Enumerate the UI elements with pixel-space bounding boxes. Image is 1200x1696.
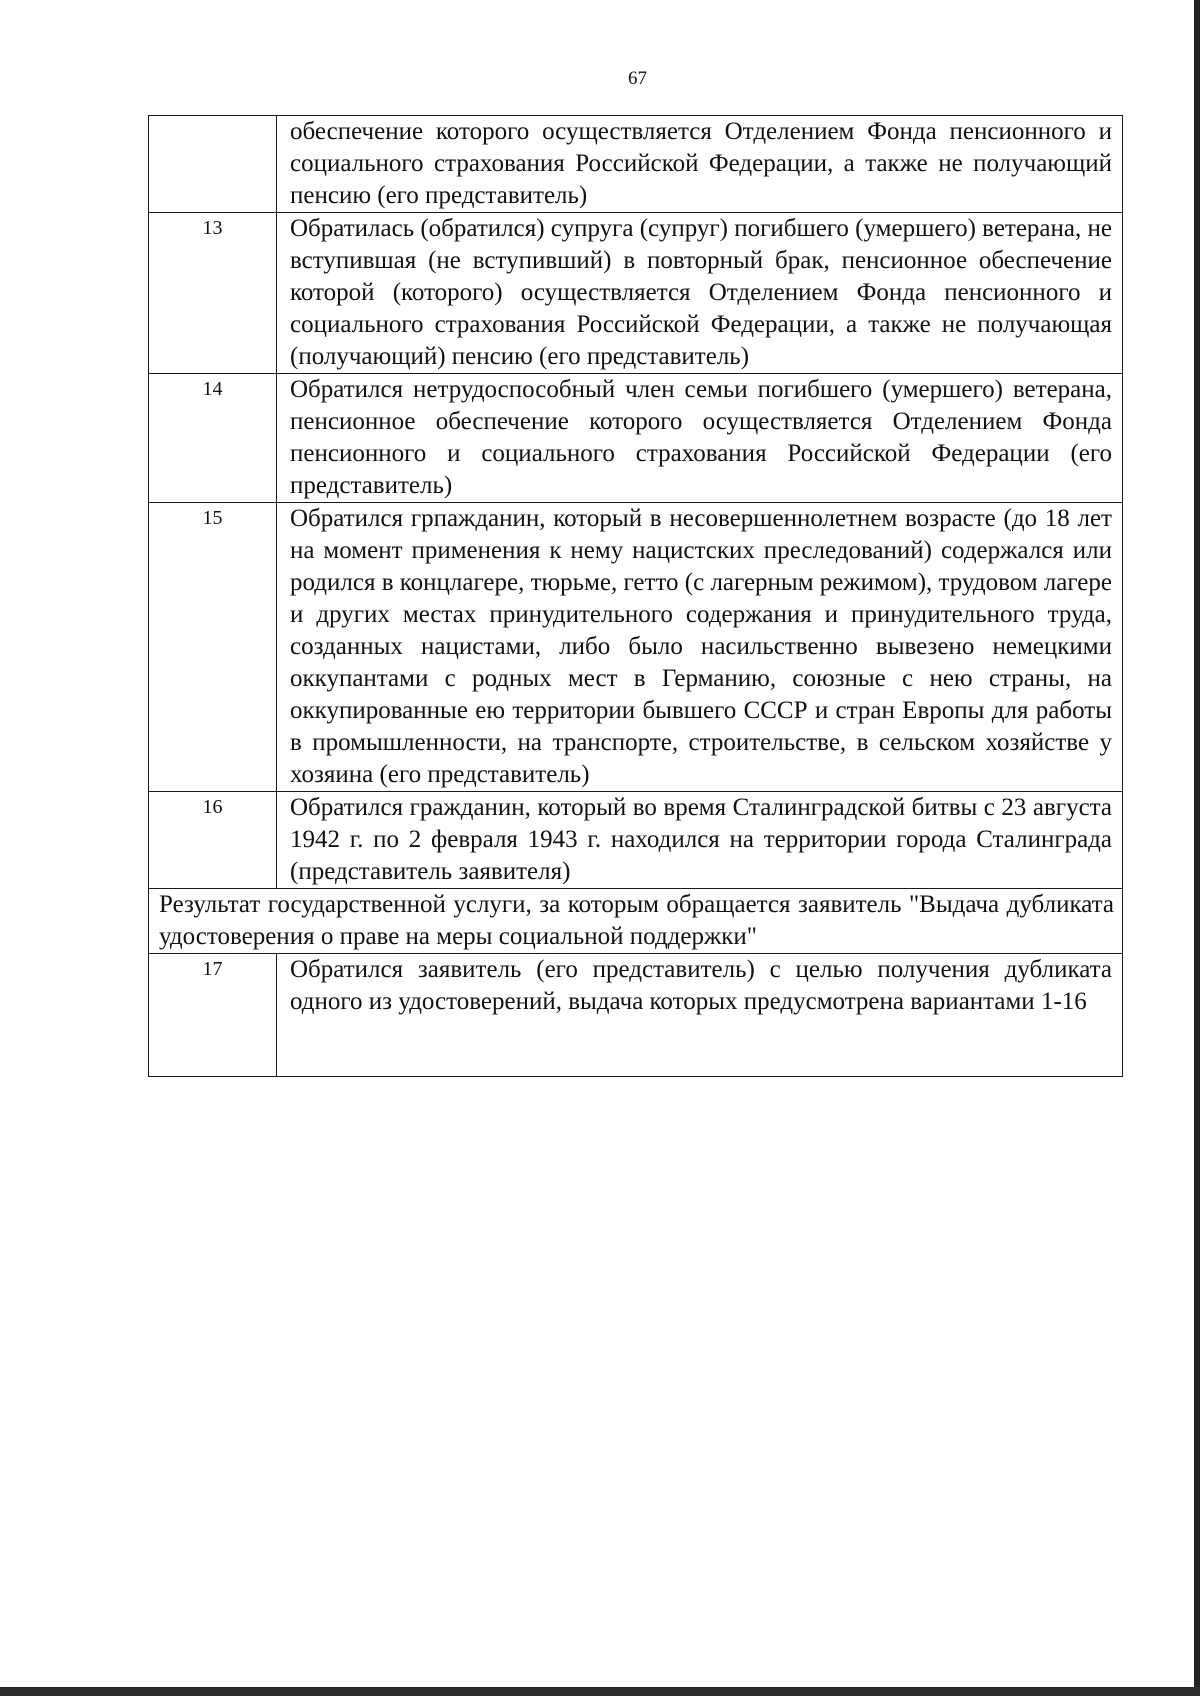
variant-number: 16 — [149, 792, 277, 889]
variant-number — [149, 116, 277, 213]
table-row — [149, 213, 1123, 374]
variant-description: обеспечение которого осуществляется Отделением Фонда пенсионного и социального страхования Российской Федерации, а также не получающий пенсию (его представитель) — [277, 116, 1123, 213]
variant-number: 14 — [149, 374, 277, 503]
variant-description: Обратился нетрудоспособный член семьи погибшего (умершего) ветерана, пенсионное обеспечение которого осуществляется Отделением Фонда пенсионного и социального страхования Российской Федерации (его представитель) — [277, 374, 1123, 503]
table-row — [149, 503, 1123, 792]
variant-number: 17 — [149, 954, 277, 1077]
variant-description: Обратился гражданин, который во время Сталинградской битвы с 23 августа 1942 г. по 2 февраля 1943 г. находился на территории города Сталинграда (представитель заявителя) — [277, 792, 1123, 889]
variant-number: 15 — [149, 503, 277, 792]
section-heading-row — [149, 889, 1123, 954]
table-row — [149, 374, 1123, 503]
variants-table — [148, 115, 1123, 1077]
section-heading: Результат государственной услуги, за которым обращается заявитель "Выдача дубликата удостоверения о праве на меры социальной поддержки" — [149, 889, 1123, 954]
table-row — [149, 116, 1123, 213]
scan-edge-right — [1194, 0, 1200, 1696]
table-row — [149, 792, 1123, 889]
scan-edge-bottom — [0, 1687, 1200, 1696]
variant-description: Обратился заявитель (его представитель) с целью получения дубликата одного из удостоверений, выдача которых предусмотрена вариантами 1-16 — [277, 954, 1123, 1077]
page-number: 67 — [628, 68, 647, 89]
table-row — [149, 954, 1123, 1077]
variant-description: Обратился грпажданин, который в несовершеннолетнем возрасте (до 18 лет на момент применения к нему нацистских преследований) содержался или родился в концлагере, тюрьме, гетто (с лагерным режимом), трудовом лагере и других местах принудительного содержания и принудительного труда, созданных нацистами, либо было насильственно вывезено немецкими оккупантами с родных мест в Германию, союзные с нею страны, на оккупированные ею территории бывшего СССР и стран Европы для работы в промышленности, на транспорте, строительстве, в сельском хозяйстве у хозяина (его представитель) — [277, 503, 1123, 792]
variant-description: Обратилась (обратился) супруга (супруг) погибшего (умершего) ветерана, не вступившая (не вступивший) в повторный брак, пенсионное обеспечение которой (которого) осуществляется Отделением Фонда пенсионного и социального страхования Российской Федерации, а также не получающая (получающий) пенсию (его представитель) — [277, 213, 1123, 374]
variant-number: 13 — [149, 213, 277, 374]
